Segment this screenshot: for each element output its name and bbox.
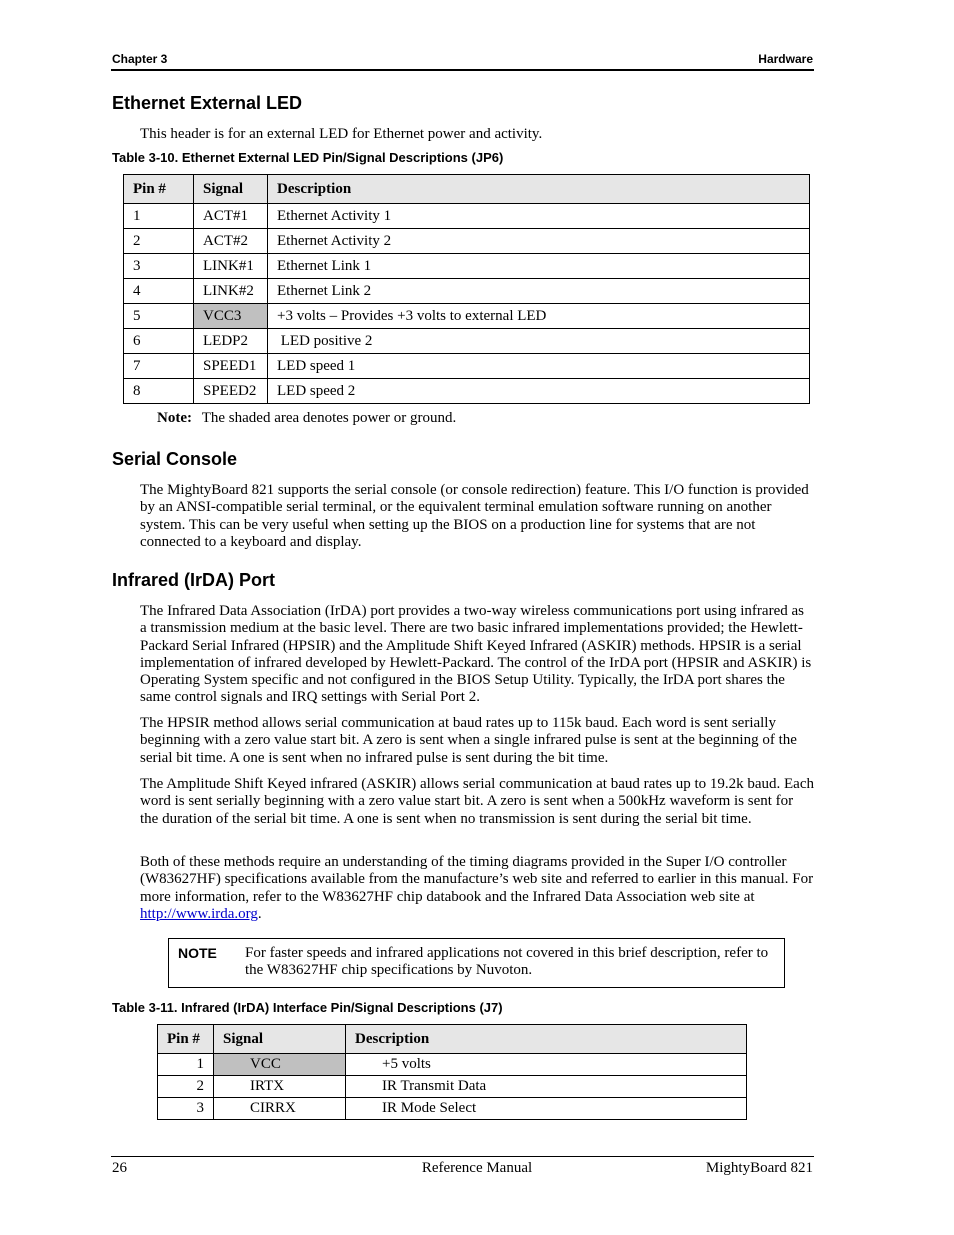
table1-caption: Table 3-10. Ethernet External LED Pin/Signal Descriptions (JP6)	[112, 150, 504, 165]
col-description-header: Description	[346, 1025, 747, 1054]
signal-cell: CIRRX	[214, 1098, 346, 1120]
signal-cell-shaded: VCC3	[194, 304, 268, 329]
pin-cell: 1	[124, 204, 194, 229]
pin-cell: 7	[124, 354, 194, 379]
table-row	[124, 254, 810, 279]
table-row	[124, 229, 810, 254]
col-pin-header: Pin #	[158, 1025, 214, 1054]
signal-cell-shaded: VCC	[214, 1054, 346, 1076]
footer-rule	[111, 1156, 814, 1157]
table-header-row	[124, 175, 810, 204]
description-cell: LED speed 1	[268, 354, 810, 379]
col-signal-header: Signal	[194, 175, 268, 204]
note-box	[168, 938, 785, 988]
table-row	[124, 379, 810, 404]
irda-link[interactable]: http://www.irda.org	[140, 905, 258, 922]
signal-cell: ACT#2	[194, 229, 268, 254]
note-box-text: For faster speeds and infrared applications not covered in this brief description, refer to the W83627HF chip specifications by Nuvoton.	[245, 945, 769, 979]
pin-cell: 5	[124, 304, 194, 329]
col-pin-header: Pin #	[124, 175, 194, 204]
table-row	[124, 279, 810, 304]
pin-cell: 3	[158, 1098, 214, 1120]
note-label: Note:	[157, 410, 192, 426]
table1-note	[157, 410, 456, 427]
serial-body: The MightyBoard 821 supports the serial console (or console redirection) feature. This I/O function is provided by an ANSI-compatible serial terminal, or the equivalent terminal emulation software running on another system. This can be very useful when setting up the BIOS on a production line for systems that are not connected to a keyboard and display.	[140, 482, 809, 550]
signal-cell: LINK#2	[194, 279, 268, 304]
irda-table	[157, 1024, 747, 1120]
pin-cell: 8	[124, 379, 194, 404]
section-label: Hardware	[758, 52, 813, 66]
paragraph-4-text: Both of these methods require an understanding of the timing diagrams provided in the Super I/O controller (W83627HF) specifications available from the manufacture’s web site and referred to earlier in this manual. For more information, refer to the W83627HF chip databook and the Infrared Data Association web site at	[140, 854, 814, 905]
ethernet-heading: Ethernet External LED	[112, 93, 303, 113]
ethernet-intro: This header is for an external LED for Ethernet power and activity.	[140, 126, 543, 142]
table-row	[158, 1076, 747, 1098]
description-cell: Ethernet Activity 2	[268, 229, 810, 254]
chapter-label: Chapter 3	[112, 52, 168, 66]
serial-heading: Serial Console	[112, 449, 238, 469]
table-row	[124, 354, 810, 379]
description-cell: IR Transmit Data	[346, 1076, 747, 1098]
pin-cell: 1	[158, 1054, 214, 1076]
pin-cell: 2	[158, 1076, 214, 1098]
table-row	[124, 304, 810, 329]
footer-product-name: MightyBoard 821	[705, 1160, 813, 1176]
infrared-paragraph-3: The Amplitude Shift Keyed infrared (ASKIR) allows serial communication at baud rates up to 19.2k baud. Each word is sent serially beginning with a zero value start bit. A zero is sent when a 500kHz waveform is sent for the duration of the serial bit time. A one is sent when no transmission is sent during the serial bit time.	[140, 776, 814, 827]
description-cell: Ethernet Activity 1	[268, 204, 810, 229]
signal-cell: ACT#1	[194, 204, 268, 229]
pin-cell: 3	[124, 254, 194, 279]
col-description-header: Description	[268, 175, 810, 204]
description-cell: IR Mode Select	[346, 1098, 747, 1120]
col-signal-header: Signal	[214, 1025, 346, 1054]
description-cell: LED speed 2	[268, 379, 810, 404]
note-box-label: NOTE	[178, 945, 217, 961]
signal-cell: LINK#1	[194, 254, 268, 279]
signal-cell: LEDP2	[194, 329, 268, 354]
page-number: 26	[112, 1160, 127, 1176]
signal-cell: SPEED1	[194, 354, 268, 379]
infrared-paragraph-4	[140, 854, 814, 923]
infrared-paragraph-2: The HPSIR method allows serial communication at baud rates up to 115k baud. Each word is sent serially beginning with a zero value start bit. A zero is sent when a single infrared pulse is sent at the beginning of the serial bit time. A one is sent when no infrared pulse is sent during the bit time.	[140, 715, 797, 766]
table2-caption: Table 3-11. Infrared (IrDA) Interface Pin/Signal Descriptions (J7)	[112, 1000, 503, 1015]
ethernet-led-table	[123, 174, 810, 404]
table-row	[158, 1054, 747, 1076]
pin-cell: 4	[124, 279, 194, 304]
header-rule	[111, 69, 814, 71]
signal-cell: IRTX	[214, 1076, 346, 1098]
pin-cell: 6	[124, 329, 194, 354]
description-cell: LED positive 2	[268, 329, 810, 354]
signal-cell: SPEED2	[194, 379, 268, 404]
table-row	[124, 204, 810, 229]
table-row	[158, 1098, 747, 1120]
description-cell: +5 volts	[346, 1054, 747, 1076]
description-cell: +3 volts – Provides +3 volts to external LED	[268, 304, 810, 329]
link-suffix: .	[257, 905, 262, 922]
footer-manual-title: Reference Manual	[421, 1160, 533, 1176]
infrared-paragraph-1: The Infrared Data Association (IrDA) port provides a two-way wireless communications port using infrared as a transmission medium at the basic level. There are two basic infrared implementations provided; the Hewlett-Packard Serial Infrared (HPSIR) and the Amplitude Shift Keyed Infrared (ASKIR) methods. HPSIR is a serial implementation of infrared developed by Hewlett-Packard. The control of the IrDA port (HPSIR and ASKIR) is Operating System specific and not configured in the BIOS Setup Utility. Typically, the IrDA port shares the same control signals and IRQ settings with Serial Port 2.	[140, 603, 812, 706]
description-cell: Ethernet Link 2	[268, 279, 810, 304]
description-cell: Ethernet Link 1	[268, 254, 810, 279]
infrared-heading: Infrared (IrDA) Port	[112, 570, 276, 590]
pin-cell: 2	[124, 229, 194, 254]
note-text: The shaded area denotes power or ground.	[201, 410, 457, 426]
table-header-row	[158, 1025, 747, 1054]
table-row	[124, 329, 810, 354]
